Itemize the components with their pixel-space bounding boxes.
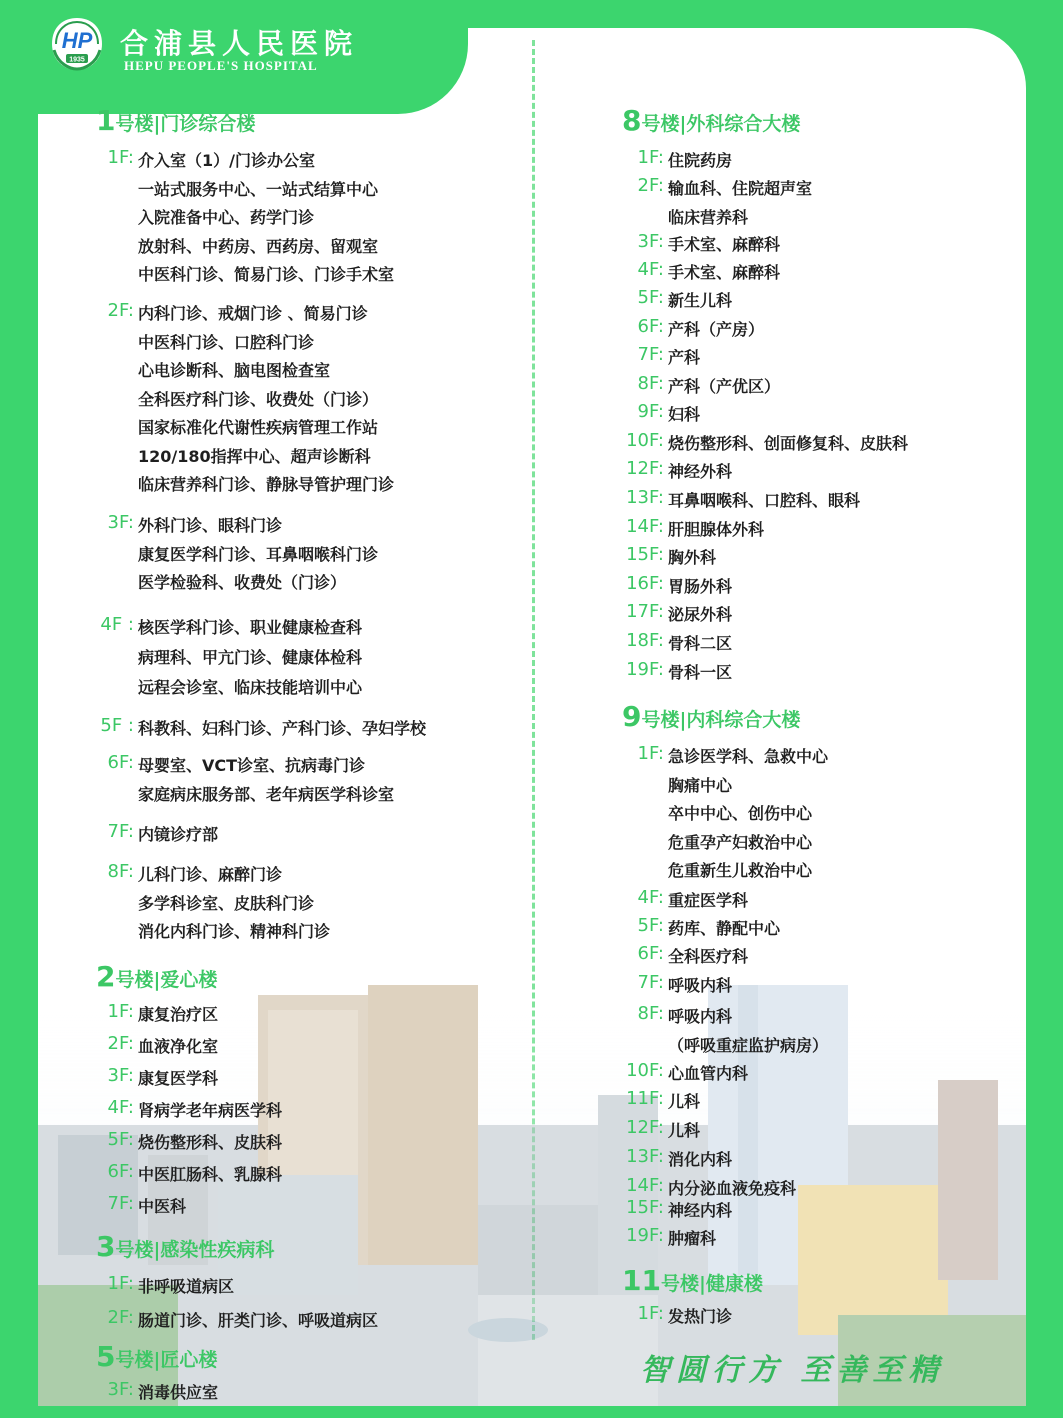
floor-label: 5F: xyxy=(107,1129,134,1150)
floor-label: 18F: xyxy=(626,630,664,651)
department-line: 核医学科门诊、职业健康检查科 xyxy=(138,618,363,637)
floor-label: 7F: xyxy=(107,821,134,842)
department-line: 手术室、麻醉科 xyxy=(668,263,781,282)
department-line: 儿科门诊、麻醉门诊 xyxy=(138,865,283,884)
department-line: 外科门诊、眼科门诊 xyxy=(138,516,283,535)
department-line: 神经外科 xyxy=(668,462,733,481)
floor-label: 13F: xyxy=(626,487,664,508)
floor-label: 12F: xyxy=(626,458,664,479)
building-name: 号楼|门诊综合楼 xyxy=(115,113,256,135)
department-line: 耳鼻咽喉科、口腔科、眼科 xyxy=(668,491,861,510)
department-line: 产科 xyxy=(668,348,701,367)
floor-label: 1F: xyxy=(107,147,134,168)
hospital-logo xyxy=(44,14,110,74)
building-number: 1 xyxy=(96,104,116,137)
department-line: 放射科、中药房、西药房、留观室 xyxy=(138,236,379,256)
department-line: 科教科、妇科门诊、产科门诊、孕妇学校 xyxy=(138,719,427,738)
floor-label: 16F: xyxy=(626,573,664,594)
floor-label: 8F: xyxy=(107,861,134,882)
department-line: 消化内科 xyxy=(668,1150,733,1169)
floor-label: 8F: xyxy=(637,373,664,394)
department-line: 康复治疗区 xyxy=(138,1005,219,1024)
floor-label: 2F: xyxy=(107,1307,134,1328)
department-line: 临床营养科门诊、静脉导管护理门诊 xyxy=(138,475,395,494)
floor-label: 7F: xyxy=(107,1193,134,1214)
department-line: 中医肛肠科、乳腺科 xyxy=(138,1165,283,1184)
department-line: 病理科、甲亢门诊、健康体检科 xyxy=(138,648,363,667)
department-line: 烧伤整形科、皮肤科 xyxy=(138,1133,283,1152)
floor-label: 19F: xyxy=(626,1225,664,1246)
department-line: 产科（产房） xyxy=(668,320,765,339)
department-line: 胸外科 xyxy=(668,548,717,567)
floor-label: 1F: xyxy=(107,1273,134,1294)
floor-label: 5F : xyxy=(100,715,134,736)
department-line: 中医科门诊、口腔科门诊 xyxy=(138,332,315,352)
department-line: 重症医学科 xyxy=(668,891,749,910)
department-line: 介入室（1）/门诊办公室 xyxy=(138,151,315,170)
floor-label: 12F: xyxy=(626,1117,664,1138)
floor-label: 3F: xyxy=(107,512,134,533)
hospital-slogan: 智圆行方 至善至精 xyxy=(640,1353,945,1388)
department-line: 呼吸内科 xyxy=(668,1007,733,1026)
department-line: 胃肠外科 xyxy=(668,577,733,596)
department-line: 产科（产优区） xyxy=(668,377,781,396)
department-line: 消化内科门诊、精神科门诊 xyxy=(138,922,331,941)
department-line: 肝胆腺体外科 xyxy=(668,520,765,539)
department-line: 新生儿科 xyxy=(668,291,733,310)
floor-label: 10F: xyxy=(626,430,664,451)
floor-label: 5F: xyxy=(637,915,664,936)
department-line: 全科医疗科门诊、收费处（门诊） xyxy=(138,389,379,409)
department-line: 医学检验科、收费处（门诊） xyxy=(138,573,347,592)
hospital-name-en: HEPU PEOPLE'S HOSPITAL xyxy=(124,58,318,73)
floor-label: 1F: xyxy=(637,743,664,764)
building-title xyxy=(96,104,255,137)
department-line: 肠道门诊、肝类门诊、呼吸道病区 xyxy=(138,1311,379,1330)
department-line: 中医科门诊、简易门诊、门诊手术室 xyxy=(138,265,395,284)
department-line: 肿瘤科 xyxy=(668,1229,717,1248)
department-line: 中医科 xyxy=(138,1197,187,1216)
floor-label: 4F : xyxy=(100,614,134,635)
building-title xyxy=(96,1230,274,1263)
hospital-name-cn: 合浦县人民医院 xyxy=(120,27,359,60)
department-line: 住院药房 xyxy=(668,151,733,170)
department-line: 卒中中心、创伤中心 xyxy=(668,804,813,823)
building-name: 号楼|爱心楼 xyxy=(115,969,218,991)
floor-label: 1F: xyxy=(637,1303,664,1324)
department-line: 胸痛中心 xyxy=(668,775,733,795)
building-number: 3 xyxy=(96,1230,116,1263)
department-line: 烧伤整形科、创面修复科、皮肤科 xyxy=(668,434,909,453)
department-line: 内镜诊疗部 xyxy=(138,825,219,844)
department-line: 非呼吸道病区 xyxy=(138,1277,235,1296)
department-line: 全科医疗科 xyxy=(668,947,749,966)
floor-label: 2F: xyxy=(107,1033,134,1054)
logo-initials: HP xyxy=(61,28,93,53)
floor-label: 19F: xyxy=(626,659,664,680)
floor-label: 8F: xyxy=(637,1003,664,1024)
floor-label: 11F: xyxy=(626,1088,664,1109)
department-line: 国家标准化代谢性疾病管理工作站 xyxy=(138,418,379,437)
building-name: 号楼|内科综合大楼 xyxy=(641,709,801,731)
department-line: 手术室、麻醉科 xyxy=(668,235,781,254)
building-title xyxy=(622,700,800,733)
department-line: 危重新生儿救治中心 xyxy=(668,861,813,880)
floor-label: 6F: xyxy=(637,943,664,964)
floor-label: 7F: xyxy=(637,972,664,993)
floor-label: 4F: xyxy=(637,259,664,280)
logo-year: 1935 xyxy=(69,56,85,64)
department-line: 骨科一区 xyxy=(668,663,733,682)
department-line: 儿科 xyxy=(668,1121,701,1140)
floor-label: 6F: xyxy=(107,752,134,773)
floor-label: 15F: xyxy=(626,544,664,565)
building-number: 8 xyxy=(622,104,642,137)
building-number: 2 xyxy=(96,960,116,993)
floor-label: 6F: xyxy=(637,316,664,337)
floor-label: 3F: xyxy=(107,1379,134,1400)
floor-label: 3F: xyxy=(637,231,664,252)
building-title xyxy=(622,1264,763,1297)
floor-label: 13F: xyxy=(626,1146,664,1167)
floor-label: 4F: xyxy=(107,1097,134,1118)
department-line: 血液净化室 xyxy=(138,1037,219,1056)
department-line: 家庭病床服务部、老年病医学科诊室 xyxy=(138,784,395,804)
department-line: 呼吸内科 xyxy=(668,976,733,995)
department-line: 母婴室、VCT诊室、抗病毒门诊 xyxy=(138,756,366,775)
floor-label: 5F: xyxy=(637,287,664,308)
floor-label: 9F: xyxy=(637,401,664,422)
department-line: 儿科 xyxy=(668,1092,701,1111)
floor-label: 15F: xyxy=(626,1197,664,1218)
building-number: 9 xyxy=(622,700,642,733)
department-line: 肾病学老年病医学科 xyxy=(138,1101,283,1120)
building-name: 号楼|外科综合大楼 xyxy=(641,113,801,135)
floor-label: 1F: xyxy=(107,1001,134,1022)
department-line: 远程会诊室、临床技能培训中心 xyxy=(138,678,363,697)
department-line: 输血科、住院超声室 xyxy=(668,179,813,198)
floor-label: 10F: xyxy=(626,1060,664,1081)
department-line: 急诊医学科、急救中心 xyxy=(668,747,829,766)
department-line: 内科门诊、戒烟门诊 、简易门诊 xyxy=(138,304,368,323)
building-name: 号楼|匠心楼 xyxy=(115,1349,218,1371)
floor-label: 2F: xyxy=(637,175,664,196)
building-number: 11 xyxy=(622,1264,661,1297)
floor-label: 7F: xyxy=(637,344,664,365)
building-title xyxy=(96,960,217,993)
department-line: 多学科诊室、皮肤科门诊 xyxy=(138,893,315,913)
building-number: 5 xyxy=(96,1340,116,1373)
building-name: 号楼|健康楼 xyxy=(660,1273,763,1295)
department-line: 神经内科 xyxy=(668,1201,733,1220)
department-line: 妇科 xyxy=(668,405,701,424)
department-line: 发热门诊 xyxy=(668,1307,733,1326)
department-line: 药库、静配中心 xyxy=(668,919,781,938)
department-line: 心电诊断科、脑电图检查室 xyxy=(138,361,331,380)
floor-label: 14F: xyxy=(626,516,664,537)
department-line: 120/180指挥中心、超声诊断科 xyxy=(138,446,371,466)
department-line: 康复医学科 xyxy=(138,1069,219,1088)
department-line: 泌尿外科 xyxy=(668,605,733,624)
department-line: 一站式服务中心、一站式结算中心 xyxy=(138,179,379,199)
floor-label: 2F: xyxy=(107,300,134,321)
floor-label: 1F: xyxy=(637,147,664,168)
department-line: （呼吸重症监护病房） xyxy=(668,1035,829,1055)
building-name: 号楼|感染性疾病科 xyxy=(115,1239,275,1261)
department-line: 骨科二区 xyxy=(668,634,733,653)
department-line: 心血管内科 xyxy=(668,1064,749,1083)
department-line: 康复医学科门诊、耳鼻咽喉科门诊 xyxy=(138,544,379,564)
floor-label: 3F: xyxy=(107,1065,134,1086)
building-title xyxy=(96,1340,217,1373)
department-line: 消毒供应室 xyxy=(138,1383,219,1402)
building-title xyxy=(622,104,800,137)
department-line: 临床营养科 xyxy=(668,207,749,227)
floor-label: 14F: xyxy=(626,1175,664,1196)
department-line: 内分泌血液免疫科 xyxy=(668,1179,797,1198)
floor-label: 6F: xyxy=(107,1161,134,1182)
department-line: 危重孕产妇救治中心 xyxy=(668,832,813,852)
floor-label: 17F: xyxy=(626,601,664,622)
floor-label: 4F: xyxy=(637,887,664,908)
department-line: 入院准备中心、药学门诊 xyxy=(138,208,315,227)
